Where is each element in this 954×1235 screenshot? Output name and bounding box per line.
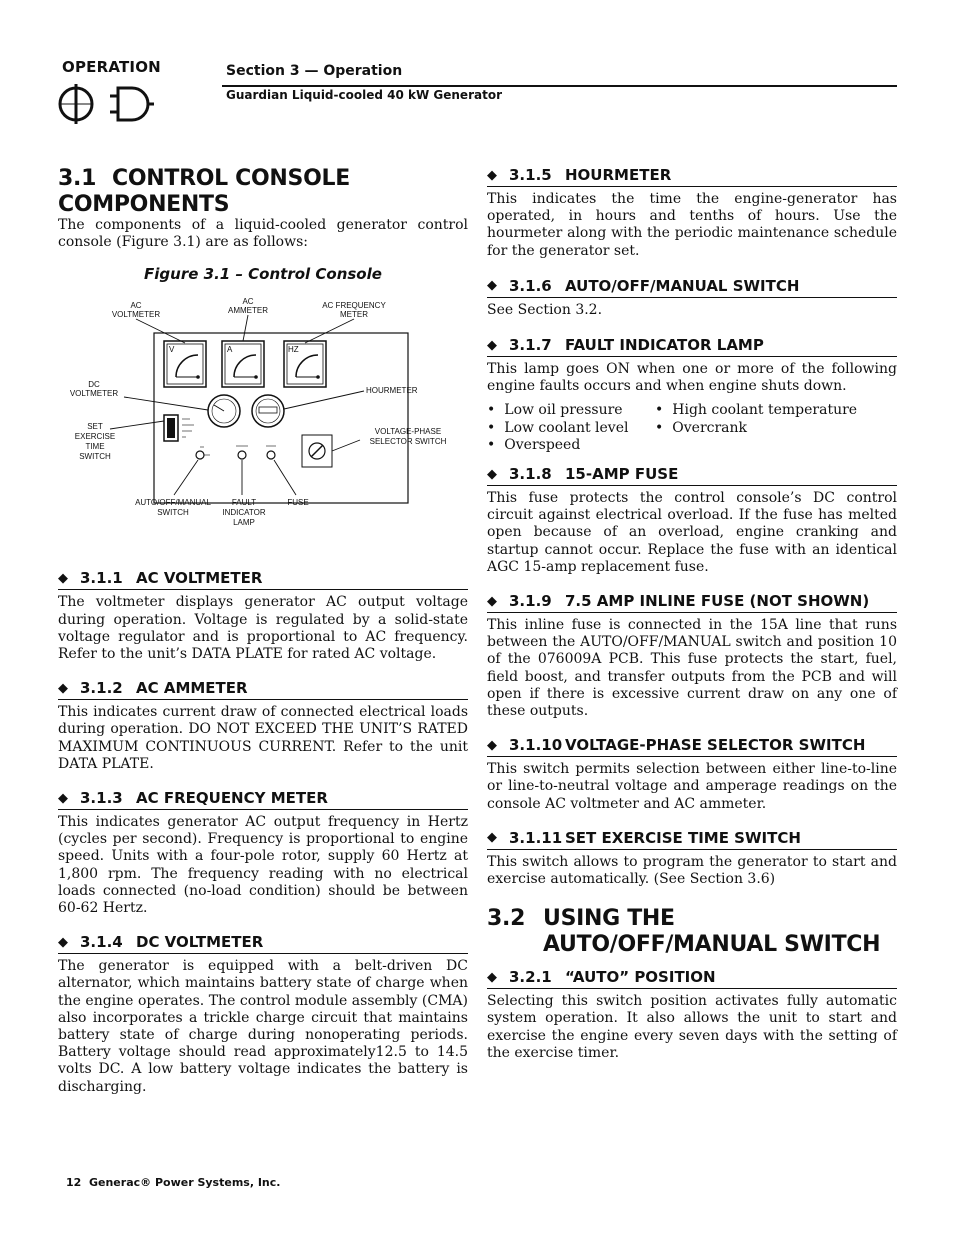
subsection-number: 3.1.7: [509, 336, 552, 355]
label-vps-2: SELECTOR SWITCH: [369, 437, 447, 447]
subsection-title: 15-AMP FUSE: [565, 465, 679, 484]
label-ac-frequency-2: METER: [340, 310, 368, 320]
right-column: [487, 166, 897, 1062]
diamond-icon: ◆: [58, 570, 68, 586]
label-set-2: EXERCISE: [74, 432, 116, 442]
subsection-text: This indicates current draw of connected electrical loads during operation. DO NOT EXCEED THE UNIT’S RATED MAXIMUM CONTINUOUS CURRENT. Refer to the unit DATA PLATE.: [58, 704, 468, 772]
subsection-number: 3.1.9: [509, 592, 552, 611]
subsection-number: 3.1.3: [80, 789, 123, 808]
page-footer: [66, 1176, 280, 1189]
subsection-title: “AUTO” POSITION: [565, 968, 716, 987]
label-vps-1: VOLTAGE-PHASE: [374, 427, 442, 437]
list-item: • High coolant temperature: [655, 402, 857, 419]
section-3-1-heading: [58, 166, 468, 218]
control-console-figure: [58, 297, 468, 547]
subsection-3-1-3: [58, 789, 468, 917]
subsection-3-1-6: [487, 277, 897, 319]
subsection-title: 7.5 AMP INLINE FUSE (NOT SHOWN): [565, 592, 870, 611]
subsection-text: The voltmeter displays generator AC output voltage during operation. Voltage is regulated by a solid-state voltage regulator and is proportional to AC frequency. Refer to the unit’s DATA PLATE for rated AC voltage.: [58, 594, 468, 663]
subsection-title: AC FREQUENCY METER: [136, 789, 328, 808]
subsection-heading: [487, 968, 897, 989]
subsection-heading: [58, 789, 468, 810]
diamond-icon: ◆: [487, 167, 497, 183]
subsection-3-1-7: [487, 336, 897, 454]
operation-icon: [58, 80, 158, 130]
subsection-heading: [487, 829, 897, 850]
subsection-heading: [487, 336, 897, 357]
label-ac-voltmeter-1: AC: [130, 301, 142, 311]
meter-letter-a: A: [227, 345, 233, 355]
meter-letter-hz: HZ: [288, 345, 299, 355]
subsection-number: 3.1.11: [509, 828, 563, 847]
diamond-icon: ◆: [487, 593, 497, 609]
label-fuse: FUSE: [287, 498, 309, 508]
label-fil-3: LAMP: [233, 518, 255, 528]
diamond-icon: ◆: [487, 278, 497, 294]
subsection-text: See Section 3.2.: [487, 301, 603, 318]
subsection-title: AC AMMETER: [136, 679, 248, 698]
subsection-text: This inline fuse is connected in the 15A line that runs between the AUTO/OFF/MANUAL switch and position 10 of the 076009A PCB. This fuse protects the start, fuel, field boost, and transfer outputs from the PCB and will open if there is excessive current draw on any one of these outputs.: [487, 617, 897, 720]
subsection-heading: [487, 277, 897, 298]
section-title: CONTROL CONSOLE COMPONENTS: [58, 166, 350, 217]
label-ac-frequency-1: AC FREQUENCY: [322, 301, 386, 311]
fault-list: [487, 402, 897, 454]
list-item: • Low oil pressure: [487, 402, 655, 419]
label-dc-voltmeter-1: DC: [88, 380, 100, 390]
subsection-title: AC VOLTMETER: [136, 569, 263, 588]
diamond-icon: ◆: [58, 934, 68, 950]
section-number: 3.2: [487, 906, 526, 932]
fault-list-a: [487, 402, 655, 454]
subsection-number: 3.1.6: [509, 276, 552, 295]
diamond-icon: ◆: [487, 337, 497, 353]
diamond-icon: ◆: [487, 830, 497, 846]
subsection-number: 3.1.5: [509, 166, 552, 184]
label-set-4: SWITCH: [79, 452, 111, 462]
subsection-heading: [487, 592, 897, 613]
subsection-title: FAULT INDICATOR LAMP: [565, 336, 764, 355]
list-item: • Overcrank: [655, 420, 857, 437]
subsection-text: This fuse protects the control console’s DC control circuit against electrical overload. If the fuse has melted open because of an overload, engine cranking and startup cannot occur. Replace the fuse with an identical AGC 15-amp replacement fuse.: [487, 490, 897, 575]
diamond-icon: ◆: [487, 466, 497, 482]
section-number: 3.1: [58, 166, 97, 191]
figure-caption: Figure 3.1 – Control Console: [144, 265, 382, 284]
subsection-number: 3.1.1: [80, 569, 123, 588]
header-subtitle: Guardian Liquid-cooled 40 kW Generator: [226, 88, 502, 102]
subsection-text: This indicates generator AC output frequency in Hertz (cycles per second). Frequency is proportional to engine speed. Units with a four-pole rotor, supply 60 Hertz at 1,800 rpm. The frequency reading with no electrical loads connected (no-load condition) should be between 60-62 Hertz.: [58, 814, 468, 917]
list-item: • Low coolant level: [487, 420, 655, 437]
subsection-number: 3.2.1: [509, 968, 552, 987]
subsection-heading: [487, 166, 897, 187]
subsection-number: 3.1.8: [509, 465, 552, 484]
subsection-number: 3.1.2: [80, 679, 123, 698]
label-fil-1: FAULT: [231, 498, 257, 508]
diamond-icon: ◆: [487, 969, 497, 985]
operation-badge: OPERATION: [62, 58, 161, 76]
subsection-3-1-11: [487, 829, 897, 888]
subsection-text: This switch permits selection between either line-to-line or line-to-neutral voltage and amperage readings on the console AC voltmeter and AC ammeter.: [487, 761, 897, 812]
subsection-3-2-1: [487, 968, 897, 1062]
subsection-title: HOURMETER: [565, 166, 672, 184]
subsection-3-1-4: [58, 933, 468, 1096]
section-intro: The components of a liquid-cooled generator control console (Figure 3.1) are as follows:: [58, 217, 468, 251]
subsection-3-1-5: [487, 166, 897, 260]
label-aom-2: SWITCH: [157, 508, 189, 518]
label-aom-1: AUTO/OFF/MANUAL: [135, 498, 211, 508]
subsection-heading: [58, 679, 468, 700]
subsection-heading: [487, 465, 897, 486]
subsection-3-1-10: [487, 736, 897, 813]
label-set-1: SET: [87, 422, 103, 432]
footer-company: Generac® Power Systems, Inc.: [88, 1176, 281, 1189]
label-hourmeter: HOURMETER: [366, 386, 418, 396]
left-column: [58, 166, 468, 1096]
section-header: Section 3 — Operation: [226, 63, 403, 79]
subsection-3-1-9: [487, 592, 897, 720]
subsection-text: This lamp goes ON when one or more of the following engine faults occurs and when engine shuts down.: [487, 361, 897, 395]
subsection-title: SET EXERCISE TIME SWITCH: [565, 828, 801, 847]
subsection-heading: [58, 933, 468, 954]
subsection-text: The generator is equipped with a belt-driven DC alternator, which maintains battery state of charge when the engine operates. The control module assembly (CMA) also incorporates a trickle charge circuit that maintains battery state of charge during nonoperating periods. Battery voltage should read approximately12.5 to 14.5 volts DC. A low battery voltage indicates the battery is discharging.: [58, 958, 468, 1095]
diamond-icon: ◆: [58, 790, 68, 806]
list-item: • Overspeed: [487, 437, 655, 454]
subsection-title: VOLTAGE-PHASE SELECTOR SWITCH: [565, 736, 866, 755]
subsection-number: 3.1.4: [80, 933, 123, 952]
subsection-heading: [487, 736, 897, 757]
diamond-icon: ◆: [487, 737, 497, 753]
subsection-text: This indicates the time the engine-generator has operated, in hours and tenths of hours. Use the hourmeter along with the periodic maintenance schedule for the generator set.: [487, 191, 897, 259]
label-ac-ammeter-1: AC: [242, 297, 254, 307]
subsection-text: This switch allows to program the generator to start and exercise automatically. (See Section 3.6): [487, 853, 897, 888]
subsection-3-1-1: [58, 569, 468, 663]
subsection-3-1-8: [487, 465, 897, 576]
label-fil-2: INDICATOR: [222, 508, 266, 518]
section-3-2-heading: [487, 906, 897, 958]
subsection-heading: [58, 569, 468, 590]
subsection-title: DC VOLTMETER: [136, 933, 264, 952]
label-set-3: TIME: [85, 442, 105, 452]
console-panel: [154, 333, 408, 503]
label-dc-voltmeter-2: VOLTMETER: [69, 389, 119, 399]
header-rule: [222, 85, 897, 87]
page-number: 12: [66, 1176, 82, 1189]
section-title: USING THE AUTO/OFF/MANUAL SWITCH: [543, 906, 881, 958]
subsection-text: Selecting this switch position activates fully automatic system operation. It also allows the unit to start and exercise the engine every seven days with the setting of the exercise timer.: [487, 993, 897, 1061]
subsection-3-1-2: [58, 679, 468, 773]
subsection-number: 3.1.10: [509, 736, 563, 755]
label-ac-voltmeter-2: VOLTMETER: [111, 310, 161, 320]
label-ac-ammeter-2: AMMETER: [228, 306, 268, 316]
subsection-title: AUTO/OFF/MANUAL SWITCH: [565, 276, 800, 295]
diamond-icon: ◆: [58, 680, 68, 696]
meter-letter-v: V: [169, 345, 175, 355]
fault-list-b: [655, 402, 857, 454]
